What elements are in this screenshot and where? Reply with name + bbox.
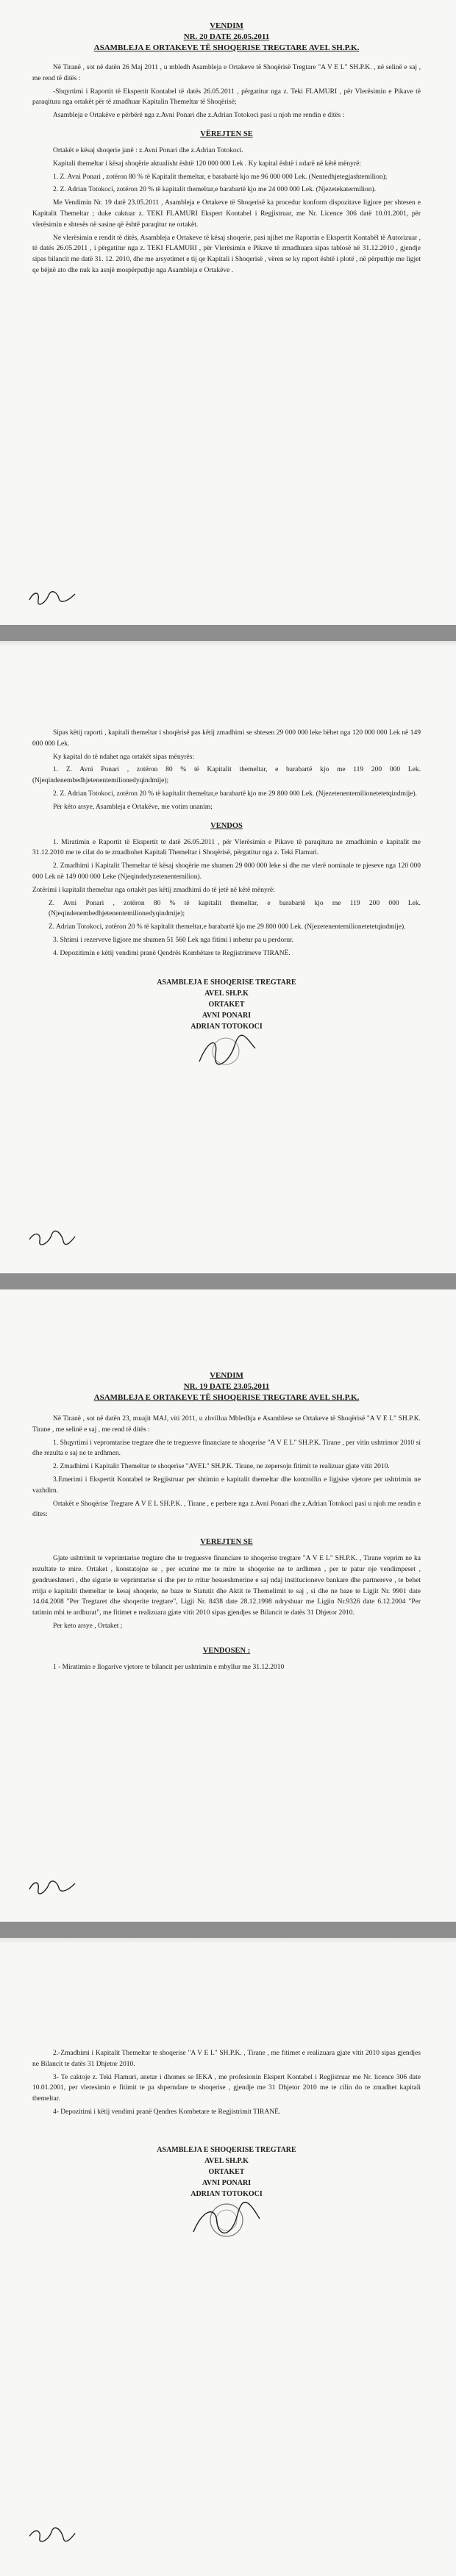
signature-line: AVNI PONARI bbox=[202, 2178, 252, 2187]
section-heading: VENDOSEN : bbox=[202, 1646, 251, 1655]
paragraph: Ortakët e kësaj shoqerie janë : z.Avni Ponari dhe z.Adrian Totokoci. bbox=[53, 146, 243, 154]
paragraph: Në Tiranë , sot në datën 26 Maj 2011 , u mbledh Asambleja e Ortakeve të Shoqërisë Tregtare "A V E L" SH.P.K. , në selinë e saj , me rend të ditës : bbox=[32, 64, 421, 82]
decision-item: 2. Zmadhimi i Kapitalit Themeltar të kësaj shoqërie me shumen 29 000 000 leke si dhe me vlerë nominale te pjeseve nga 120 000 000 Lek në 149 000 000 Leke (Njeqindedyzetenentemilion). bbox=[32, 862, 421, 881]
signature-line: ORTAKET bbox=[208, 2167, 245, 2176]
decision-item: 1 - Miratimin e llogarive vjetore te bilancit per ushtrimin e mbyllur me 31.12.2010 bbox=[53, 1663, 285, 1671]
paragraph: Gjate ushtrimit te veprimtarise tregtare dhe te treguesve financiare te shoqerise tregtare "A V E L" SH.P.K. , Tirane veprim ne ka rezultate te mire. Ortaket , konstatojne se , per ecurine me te mire te shoqerise ne te ardhmen , per te patur nje vendimpeset , gendrueshmeri , dhe sigurie te veprimtarise si dhe per te rritur besueshmerine e saj ndaj institucioneve bankare dhe partnereve , te behet rritja e kapitalit themeltar te kesaj shoqerie, ne baze te Statutit dhe Aktit te Themelimit te saj , si dhe ne baze te Ligjit Nr. 9901 date 14.04.2008 "Per Tregtaret dhe shoqerite tregtare", Ligji Nr. 8438 date 28.12.1998 ndryshuar me Ligjin Nr.9326 date 6.12.2004 "Per tatimin mbi te ardhurat", me fitimet e realizuara gjate vitit 2010 sipas gjendjes se Bilancit te datës 31 Dhjetor 2010. bbox=[32, 1555, 421, 1617]
paragraph: Ortakët e Shoqërise Tregtare A V E L SH.P.K. , Tirane , e perbere nga z.Avni Ponari dhe z.Adrian Totokoci pasi u njoh me rendin e dites: bbox=[32, 1500, 421, 1519]
signature-line: ASAMBLEJA E SHOQERISE TREGTARE bbox=[157, 2145, 296, 2154]
decision-number: NR. 20 DATE 26.05.2011 bbox=[183, 32, 270, 41]
paragraph: Ne vlerësimin e rendit të ditës, Asambleja e Ortakeve të kësaj shoqerie, pasi njihet me Raportin e Ekspertit Kontabël të Autorizuar , të datës 26.05.2011 , i përgatitur nga z. TEKI FLAMURI , për Vlerësimin e Pikave të zmadhuara sipas tablosë në 31.12.2010 , gjendje sipas bilancit me datë 31. 12. 2010, dhe me arsyetimet e tij qe Kapitali i Shoqerisë , vëren se ky raport është i plotë , në përputhje me ligjet qe bëjnë ato dhe nuk ka asnjë mospërputhje nga Asambleja e Ortakëve . bbox=[32, 234, 421, 274]
agenda-item: 1. Shqyrtimi i vepromtarise tregtare dhe te treguesve financiare te shoqerise "A V E L" SH.P.K. Tirane , per vitin ushtrimor 2010 si dhe rezulta e saj ne te ardhmen. bbox=[32, 1439, 421, 1458]
document-page-2 bbox=[0, 641, 456, 1273]
handwritten-signature bbox=[26, 588, 78, 606]
agenda-item: 3.Emerimi i Ekspertit Kontabel te Regjistruar per shtimin e kapitalit themeltar dhe kontrollin e ligjsise vjetore per ushtrimin ne vazhdim. bbox=[32, 1475, 421, 1495]
signature-line: AVNI PONARI bbox=[202, 1011, 252, 1020]
list-item: Z. Avni Ponari , zotëron 80 % të kapitalit themeltar, e barabartë kjo me 119 200 000 Lek. (Njeqindenembedhjetenentemilionedyqindmije); bbox=[49, 899, 421, 918]
decision-title: VENDIM bbox=[210, 21, 243, 30]
signature-line: ASAMBLEJA E SHOQERISE TREGTARE bbox=[157, 978, 296, 987]
handwritten-signature bbox=[26, 1229, 78, 1247]
company-stamp bbox=[186, 2200, 267, 2244]
paragraph: -Shqyrtimi i Raportit të Ekspertit Kontabel të datës 26.05.2011 , përgatitur nga z. Teki FLAMURI , për Vlerësimin e Pikave të paraqitura nga ortakët për të zmadhuar Kapitalin Themeltar të Shoqërisë; bbox=[32, 87, 421, 107]
signature-line: AVEL SH.P.K bbox=[204, 989, 249, 998]
signature-line: ORTAKET bbox=[208, 1000, 245, 1009]
decision-item: 4. Depozitimin e këtij vendimi pranë Qendrës Kombëtare te Regjistrimeve TIRANË. bbox=[53, 949, 291, 957]
paragraph: Kapitali themeltar i kësaj shoqërie aktualisht është 120 000 000 Lek . Ky kapital është i ndarë në këtë mënyrë: bbox=[53, 160, 361, 168]
scan-shadow bbox=[0, 641, 456, 647]
list-item: 1. Z. Avni Ponari , zotëron 80 % të Kapitalit themeltar, e barabartë kjo me 119 200 000 Lek. (Njeqindenembedhjetenentemilionedyqindmije); bbox=[32, 766, 421, 785]
handwritten-signature bbox=[26, 2526, 78, 2544]
paragraph: Sipas këtij raporti , kapitali themeltar i shoqërisë pas këtij zmadhimi se shtesen 29 000 000 leke bëhet nga 120 000 000 Lek në 149 000 000 Lek. bbox=[32, 729, 421, 748]
section-heading: VEREJTEN SE bbox=[200, 1538, 253, 1547]
paragraph: Asambleja e Ortakëve e përbërë nga z.Avni Ponari dhe z.Adrian Totokoci pasi u njoh me rendin e ditës : bbox=[53, 112, 345, 120]
signature-line: AVEL SH.P.K bbox=[204, 2156, 249, 2165]
signature-line: ADRIAN TOTOKOCI bbox=[190, 2189, 263, 2198]
list-item: 2. Z. Adrian Totokoci, zotëron 20 % të kapitalit themeltar,e barabartë kjo me 24 000 000 Lek. (Njezetekatermilion). bbox=[53, 186, 377, 194]
decision-heading: ASAMBLEJA E ORTAKEVE TË SHOQERISE TREGTARE AVEL SH.P.K. bbox=[93, 1393, 360, 1402]
document-page-4 bbox=[0, 1938, 456, 2576]
list-item: Z. Adrian Totokoci, zotëron 20 % të kapitalit themeltar,e barabartë kjo me 29 800 000 Lek. (Njezetenentemilionetetetqindmije). bbox=[49, 923, 406, 931]
decision-item: 3. Shtimi i rezerveve ligjore me shumen 51 560 Lek nga fitimi i mbetur pa u perdorur. bbox=[53, 936, 294, 944]
handwritten-signature bbox=[26, 1878, 78, 1895]
document-page-3 bbox=[0, 1289, 456, 1922]
list-item: 1. Z. Avni Ponari , zotëron 80 % të Kapitalit themeltar, e barabartë kjo me 96 000 000 Lek. (Nentedhjetegjashtemilion); bbox=[53, 173, 388, 181]
signature-block bbox=[32, 2144, 421, 2244]
paragraph: Per keto arsye , Ortaket ; bbox=[53, 1622, 123, 1630]
section-heading: VENDOS bbox=[210, 821, 243, 830]
paragraph: Zotërimi i kapitalit themeltar nga ortakët pas këtij zmadhimi do të jetë në këtë mënyrë: bbox=[32, 886, 275, 894]
decision-item: 1. Miratimin e Raportit të Ekspertit te datë 26.05.2011 , për Vlerësimin e Pikave të paraqitura ne zmadhimin e kapitalit me 31.12.2010 me te cilat do te zmadhohet Kapitali Themeltar i Shoqërisë, përgatitur nga z. Teki Flamuri. bbox=[32, 838, 421, 857]
paragraph: Në Tiranë , sot në datën 23, muajit MAJ, viti 2011, u zhvillua Mbledhja e Asamblese se Ortakeve të Shoqërisë "A V E L" SH.P.K. Tirane , me selinë e saj , me rend të ditës : bbox=[32, 1415, 421, 1434]
handwritten-signature bbox=[193, 1032, 260, 1069]
decision-number: NR. 19 DATE 23.05.2011 bbox=[183, 1382, 270, 1391]
decision-item: 3- Te caktoje z. Teki Flamuri, anetar i dhomes se IEKA , me profesionin Ekspert Kontabel i Regjistruar me Nr. licence 306 date 10.01.2001, per vleresimin e fitimit te pa shperndare te shoqerise , gjendje me 31 Dhjetor 2010 me te cilin do te zmadhet kapitali themeltar. bbox=[32, 2073, 421, 2103]
paragraph: Me Vendimin Nr. 19 datë 23.05.2011 , Asambleja e Ortakeve të Shoqerisë ka procedur konform dispozitave ligjore per shtesen e Kapitalit Themeltar ; duke caktuar z. TEKI FLAMURI Ekspert Kontabel i Regjistruar, me Nr. Licence 306 datë 10.01.2001, për vlerësimin e shtesës në sasine që është paraqitur ne ortakët. bbox=[32, 199, 421, 229]
decision-heading: ASAMBLEJA E ORTAKEVE TË SHOQERISE TREGTARE AVEL SH.P.K. bbox=[93, 43, 360, 52]
decision-item: 2.-Zmadhimi i Kapitalit Themeltar te shoqerise "A V E L" SH.P.K. , Tirane , me fitimet e realizuara gjate vitit 2010 sipas gjendjes ne Bilancit te datës 31 Dhjetor 2010. bbox=[32, 2050, 421, 2068]
paragraph: Për këto arsye, Asambleja e Ortakëve, me votim unanim; bbox=[53, 803, 213, 811]
decision-item: 4- Depozitimi i këtij vendimi pranë Qendres Kombetare te Regjistrimit TIRANË. bbox=[53, 2108, 281, 2116]
agenda-item: 2. Zmadhimi i Kapitalit Themeltar te shoqerise "AVEL" SH.P.K. Tirane, ne zepersojn fitimit te realizuar gjate vitit 2010. bbox=[53, 1463, 390, 1471]
signature-line: ADRIAN TOTOKOCI bbox=[190, 1022, 263, 1031]
scan-shadow bbox=[0, 1938, 456, 1944]
signature-block bbox=[32, 977, 421, 1069]
section-heading: VËREJTEN SE bbox=[200, 129, 253, 138]
paragraph: Ky kapital do të ndahet nga ortakët sipas mënyrës: bbox=[53, 753, 195, 761]
decision-title: VENDIM bbox=[210, 1371, 243, 1380]
list-item: 2. Z. Adrian Totokoci, zotëron 20 % të kapitalit themeltar,e barabartë kjo me 29 800 000 Lek. (Njezetenentemilionetetetqindmije). bbox=[53, 790, 417, 798]
document-page-1 bbox=[0, 0, 456, 625]
